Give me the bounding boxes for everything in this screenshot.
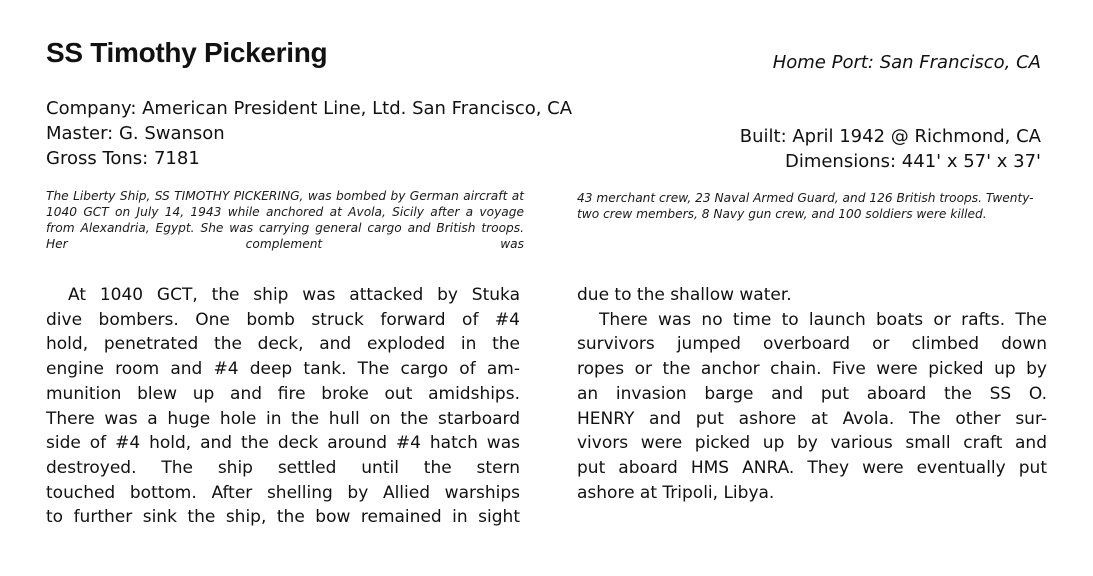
company-line: Company: American President Line, Ltd. San Francisco, CA xyxy=(46,98,573,119)
body-line: dive bombers. One bomb struck forward of #4 xyxy=(46,309,520,330)
summary-right: 43 merchant crew, 23 Naval Armed Guard, and 126 British troops. Twenty-two crew members, 8 Navy gun crew, and 100 soldiers were killed. xyxy=(577,191,1034,221)
body-line: hold, penetrated the deck, and exploded in the xyxy=(46,334,520,355)
body-line: ropes or the anchor chain. Five were picked up by xyxy=(577,359,1047,380)
body-line: to further sink the ship, the bow remained in sight xyxy=(46,507,520,528)
summary-left: The Liberty Ship, SS TIMOTHY PICKERING, was bombed by German aircraft at 1040 GCT on July 14, 1943 while anchored at Avola, Sicily after a voyage from Alexandria, Egypt. She was carrying general cargo and British troops. Her complement was xyxy=(46,189,524,251)
body-line: At 1040 GCT, the ship was attacked by Stuka xyxy=(68,285,520,305)
body-column-left xyxy=(46,283,520,530)
page-title: SS Timothy Pickering xyxy=(46,37,328,68)
body-column-right xyxy=(577,283,1047,505)
master-line: Master: G. Swanson xyxy=(46,123,225,144)
body-line: vivors were picked up by various small craft and xyxy=(577,433,1047,454)
ship-details-right xyxy=(740,124,1041,174)
body-line: due to the shallow water. xyxy=(577,285,792,305)
ship-details-left xyxy=(46,96,572,171)
body-line: There was no time to launch boats or rafts. The xyxy=(599,309,1047,330)
body-line: munition blew up and fire broke out amidships. xyxy=(46,383,520,404)
body-line: engine room and #4 deep tank. The cargo of am- xyxy=(46,359,520,380)
body-line: put aboard HMS ANRA. They were eventually put xyxy=(577,457,1047,478)
body-line: ashore at Tripoli, Libya. xyxy=(577,482,775,503)
body-line: There was a huge hole in the hull on the starboard xyxy=(46,408,520,429)
body-line: side of #4 hold, and the deck around #4 hatch was xyxy=(46,433,520,454)
gross-tons-line: Gross Tons: 7181 xyxy=(46,148,200,169)
body-line: an invasion barge and put aboard the SS O. xyxy=(577,383,1047,404)
body-line: survivors jumped overboard or climbed down xyxy=(577,334,1047,355)
home-port: Home Port: San Francisco, CA xyxy=(772,52,1041,73)
body-line: destroyed. The ship settled until the stern xyxy=(46,457,520,478)
body-line: HENRY and put ashore at Avola. The other sur- xyxy=(577,408,1047,429)
dimensions-line: Dimensions: 441' x 57' x 37' xyxy=(784,151,1041,172)
built-line: Built: April 1942 @ Richmond, CA xyxy=(739,126,1041,147)
body-line: touched bottom. After shelling by Allied warships xyxy=(46,482,520,503)
